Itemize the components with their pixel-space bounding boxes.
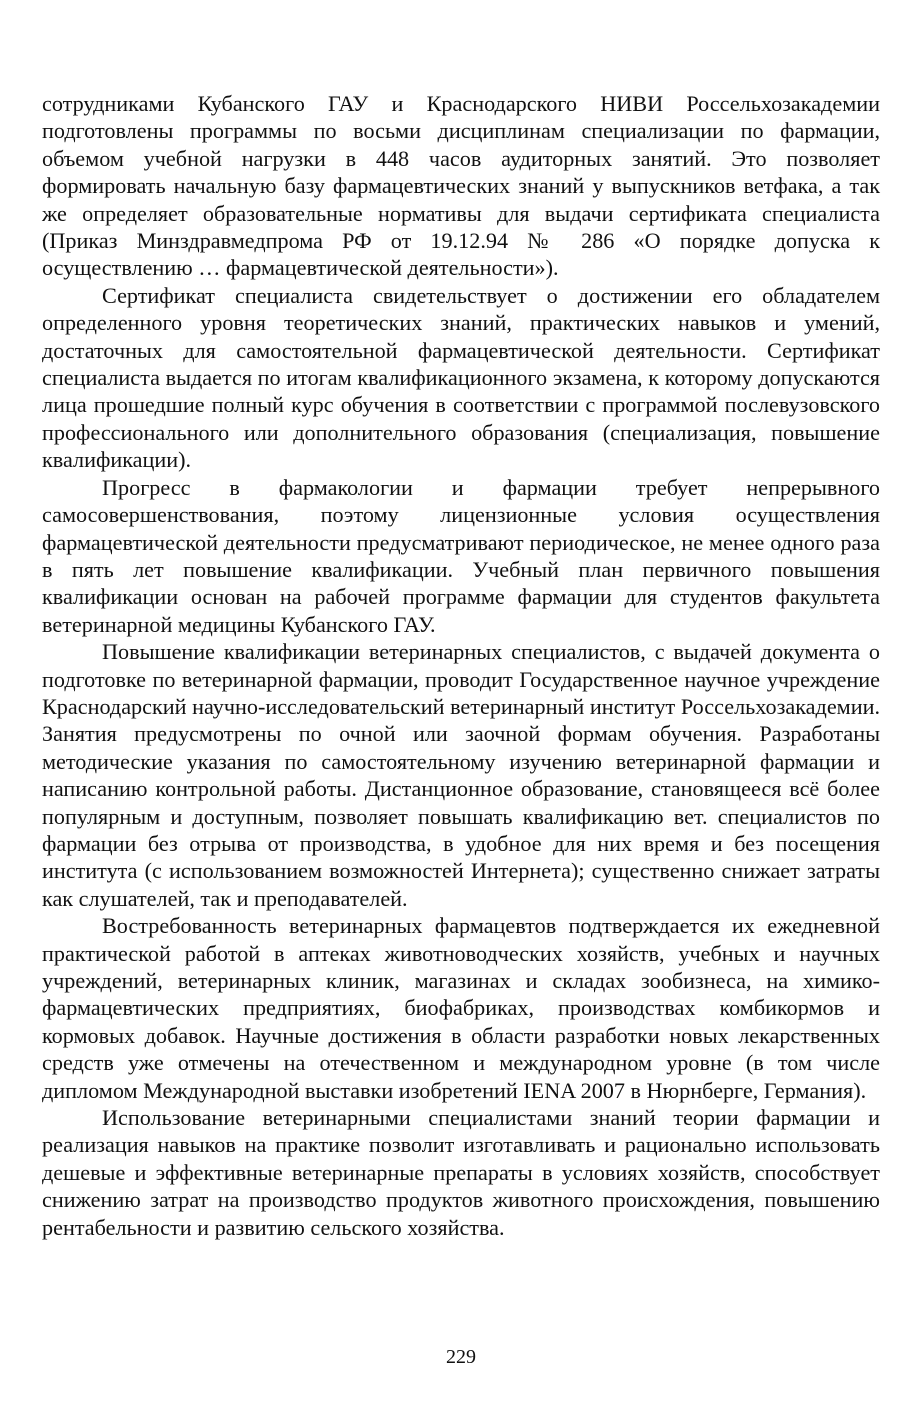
- paragraph-3: Прогресс в фармакологии и фармации требует непрерывного самосовершенствования, поэтому лицензионные условия осуществления фармацевтической деятельности предусматривают периодическое, не менее одного раза в пять лет повышение квалификации. Учебный план первичного повышения квалификации основан на рабочей программе фармации для студентов факультета ветеринарной медицины Кубанского ГАУ.: [42, 474, 880, 637]
- page-number: 229: [446, 1346, 476, 1368]
- paragraph-1: сотрудниками Кубанского ГАУ и Краснодарского НИВИ Россельхозакадемии подготовлены программы по восьми дисциплинам специализации по фармации, объемом учебной нагрузки в 448 часов аудиторных занятий. Это позволяет формировать начальную базу фармацевтических знаний у выпускников ветфака, а так же определяет образовательные нормативы для выдачи сертификата специалиста (Приказ Минздравмедпрома РФ от 19.12.94 № 286 «О порядке допуска к осуществлению … фармацевтической деятельности»).: [42, 91, 880, 281]
- paragraph-2: Сертификат специалиста свидетельствует о достижении его обладателем определенного уровня теоретических знаний, практических навыков и умений, достаточных для самостоятельной фармацевтической деятельности. Сертификат специалиста выдается по итогам квалификационного экзамена, к которому допускаются лица прошедшие полный курс обучения в соответствии с программой послевузовского профессионального или дополнительного образования (специализация, повышение квалификации).: [42, 282, 880, 473]
- paragraph-4: Повышение квалификации ветеринарных специалистов, с выдачей документа о подготовке по ветеринарной фармации, проводит Государственное научное учреждение Краснодарский научно-исследовательский ветеринарный институт Россельхозакадемии. Занятия предусмотрены по очной или заочной формам обучения. Разработаны методические указания по самостоятельному изучению ветеринарной фармации и написанию контрольной работы. Дистанционное образование, становящееся всё более популярным и доступным, позволяет повышать квалификацию вет. специалистов по фармации без отрыва от производства, в удобное для них время и без посещения института (с использованием возможностей Интернета); существенно снижает затраты как слушателей, так и преподавателей.: [42, 639, 880, 911]
- paragraph-6: Использование ветеринарными специалистами знаний теории фармации и реализация навыков на практике позволит изготавливать и рационально использовать дешевые и эффективные ветеринарные препараты в условиях хозяйств, способствует снижению затрат на производство продуктов животного происхождения, повышению рентабельности и развитию сельского хозяйства.: [42, 1105, 880, 1240]
- paragraph-5: Востребованность ветеринарных фармацевтов подтверждается их ежедневной практической работой в аптеках животноводческих хозяйств, учебных и научных учреждений, ветеринарных клиник, магазинах и складах зообизнеса, на химико-фармацевтических предприятиях, биофабриках, производствах комбикормов и кормовых добавок. Научные достижения в области разработки новых лекарственных средств уже отмечены на отечественном и международном уровне (в том числе дипломом Международной выставки изобретений IENA 2007 в Нюрнберге, Германия).: [42, 913, 880, 1103]
- document-body: [42, 90, 880, 1241]
